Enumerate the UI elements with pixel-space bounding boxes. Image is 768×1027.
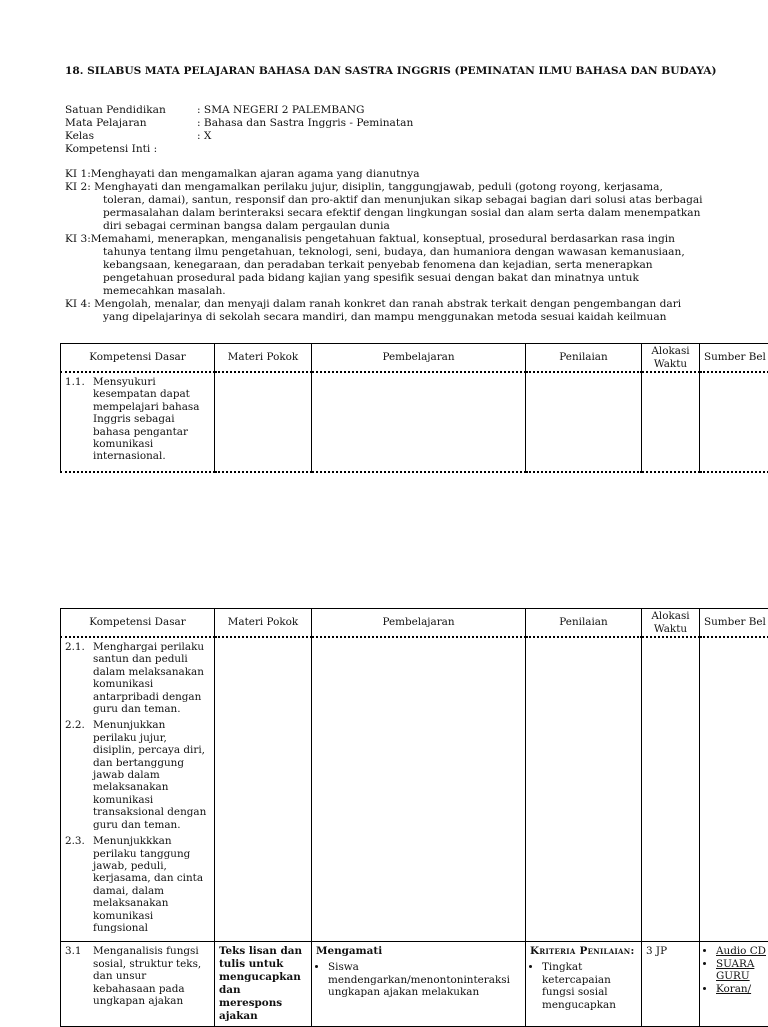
sumber-item	[716, 958, 768, 983]
header-kompetensi-dasar: Kompetensi Dasar	[61, 609, 215, 638]
kd-text: Menganalisis fungsi sosial, struktur teks, dan unsur kebahasaan pada ungkapan ajakan	[93, 945, 201, 1007]
kd-text: Mensyukuri kesempatan dapat mempelajari bahasa Inggris sebagai bahasa pengantar komunikasi internasional.	[93, 376, 199, 462]
header-sumber-belajar: Sumber Bel	[700, 344, 768, 373]
meta-label: Kelas	[65, 130, 94, 142]
header-penilaian: Penilaian	[526, 609, 642, 638]
kd-item	[65, 719, 210, 831]
penilaian-cell	[526, 637, 642, 942]
header-pembelajaran: Pembelajaran	[312, 609, 526, 638]
pembelajaran-cell	[312, 637, 526, 942]
kd-item	[65, 945, 210, 1007]
kd-item	[65, 376, 210, 463]
pembelajaran-cell	[312, 942, 526, 1027]
sumber-link[interactable]: Koran/	[716, 983, 751, 995]
header-sumber-belajar: Sumber Bel	[700, 609, 768, 638]
meta-value: : X	[197, 130, 211, 142]
silabus-table-1	[60, 343, 768, 473]
sumber-item	[716, 945, 768, 957]
header-kompetensi-dasar: Kompetensi Dasar	[61, 344, 215, 373]
table-row	[61, 942, 768, 1027]
silabus-table-2	[60, 608, 768, 1027]
materi-cell	[215, 372, 312, 472]
kd-text: Menunjukkkan perilaku tanggung jawab, peduli, kerjasama, dan cinta damai, dalam melaksanakan komunikasi fungsional	[93, 835, 203, 934]
kd-text: Menunjukkan perilaku jujur, disiplin, percaya diri, dan bertanggung jawab dalam melaksanakan komunikasi transaksional dengan guru dan teman.	[93, 719, 206, 830]
materi-cell: Teks lisan dan tulis untuk mengucapkan dan merespons ajakan	[215, 942, 312, 1027]
table-header-row	[61, 344, 768, 373]
meta-value: : Bahasa dan Sastra Inggris - Peminatan	[197, 117, 413, 129]
header-materi-pokok: Materi Pokok	[215, 344, 312, 373]
sumber-cell	[700, 637, 768, 942]
penilaian-cell	[526, 372, 642, 472]
kd-text: Menghargai perilaku santun dan peduli dalam melaksanakan komunikasi antarpribadi dengan guru dan teman.	[93, 641, 204, 715]
kd-item	[65, 641, 210, 715]
kd-number: 2.2.	[65, 719, 85, 731]
penilaian-heading: Kriteria Penilaian:	[530, 945, 637, 957]
sumber-cell	[700, 942, 768, 1027]
ki-3: KI 3:Memahami, menerapkan, menganalisis pengetahuan faktual, konseptual, prosedural berdasarkan rasa ingin tahunya tentang ilmu pengetahuan, teknologi, seni, budaya, dan humaniora dengan wawasan kemanusiaan, kebangsaan, kenegaraan, dan peradaban terkait penyebab fenomena dan kejadian, serta menerapkan pengetahuan prosedural pada bidang kajian yang spesifik sesuai dengan bakat dan minatnya untuk memecahkan masalah.	[65, 233, 705, 298]
header-pembelajaran: Pembelajaran	[312, 344, 526, 373]
header-materi-pokok: Materi Pokok	[215, 609, 312, 638]
pembelajaran-heading: Mengamati	[316, 945, 521, 957]
penilaian-cell	[526, 942, 642, 1027]
meta-value: : SMA NEGERI 2 PALEMBANG	[197, 104, 364, 116]
pembelajaran-item: • Siswa mendengarkan/menontoninteraksi ungkapan ajakan melakukan	[328, 961, 521, 998]
ki-1: KI 1:Menghayati dan mengamalkan ajaran agama yang dianutnya	[65, 168, 705, 181]
table-header-row	[61, 609, 768, 638]
materi-cell	[215, 637, 312, 942]
alokasi-cell	[642, 372, 700, 472]
kd-cell	[61, 637, 215, 942]
ki-2: KI 2: Menghayati dan mengamalkan perilaku jujur, disiplin, tanggungjawab, peduli (gotong royong, kerjasama, toleran, damai), santun, responsif dan pro-aktif dan menunjukan sikap sebagai bagian dari solusi atas berbagai permasalahan dalam berinteraksi secara efektif dengan lingkungan sosial dan alam serta dalam menempatkan diri sebagai cerminan bangsa dalam pergaulan dunia	[65, 181, 705, 233]
meta-label: Satuan Pendidikan	[65, 104, 166, 116]
sumber-link[interactable]: Audio CD	[716, 945, 766, 957]
kd-cell	[61, 942, 215, 1027]
pembelajaran-cell	[312, 372, 526, 472]
kd-number: 1.1.	[65, 376, 85, 388]
kd-number: 2.3.	[65, 835, 85, 847]
document-title: 18. SILABUS MATA PELAJARAN BAHASA DAN SASTRA INGGRIS (PEMINATAN ILMU BAHASA DAN BUDAYA)	[65, 65, 716, 77]
alokasi-cell	[642, 637, 700, 942]
ki-4: KI 4: Mengolah, menalar, dan menyaji dalam ranah konkret dan ranah abstrak terkait dengan pengembangan dari yang dipelajarinya di sekolah secara mandiri, dan mampu menggunakan metoda sesuai kaidah keilmuan	[65, 298, 705, 324]
kd-cell	[61, 372, 215, 472]
header-alokasi-waktu: Alokasi Waktu	[642, 609, 700, 638]
kd-item	[65, 835, 210, 934]
kompetensi-inti-list	[65, 168, 705, 324]
header-alokasi-waktu: Alokasi Waktu	[642, 344, 700, 373]
table-row	[61, 637, 768, 942]
alokasi-cell: 3 JP	[642, 942, 700, 1027]
table-row	[61, 372, 768, 472]
meta-label: Kompetensi Inti :	[65, 143, 157, 155]
sumber-item	[716, 983, 768, 995]
penilaian-item: • Tingkat ketercapaian fungsi sosial mengucapkan	[542, 961, 637, 1011]
kd-number: 2.1.	[65, 641, 85, 653]
header-penilaian: Penilaian	[526, 344, 642, 373]
sumber-cell	[700, 372, 768, 472]
sumber-link[interactable]: SUARA GURU	[716, 958, 754, 982]
kd-number: 3.1	[65, 945, 82, 957]
meta-label: Mata Pelajaran	[65, 117, 147, 129]
